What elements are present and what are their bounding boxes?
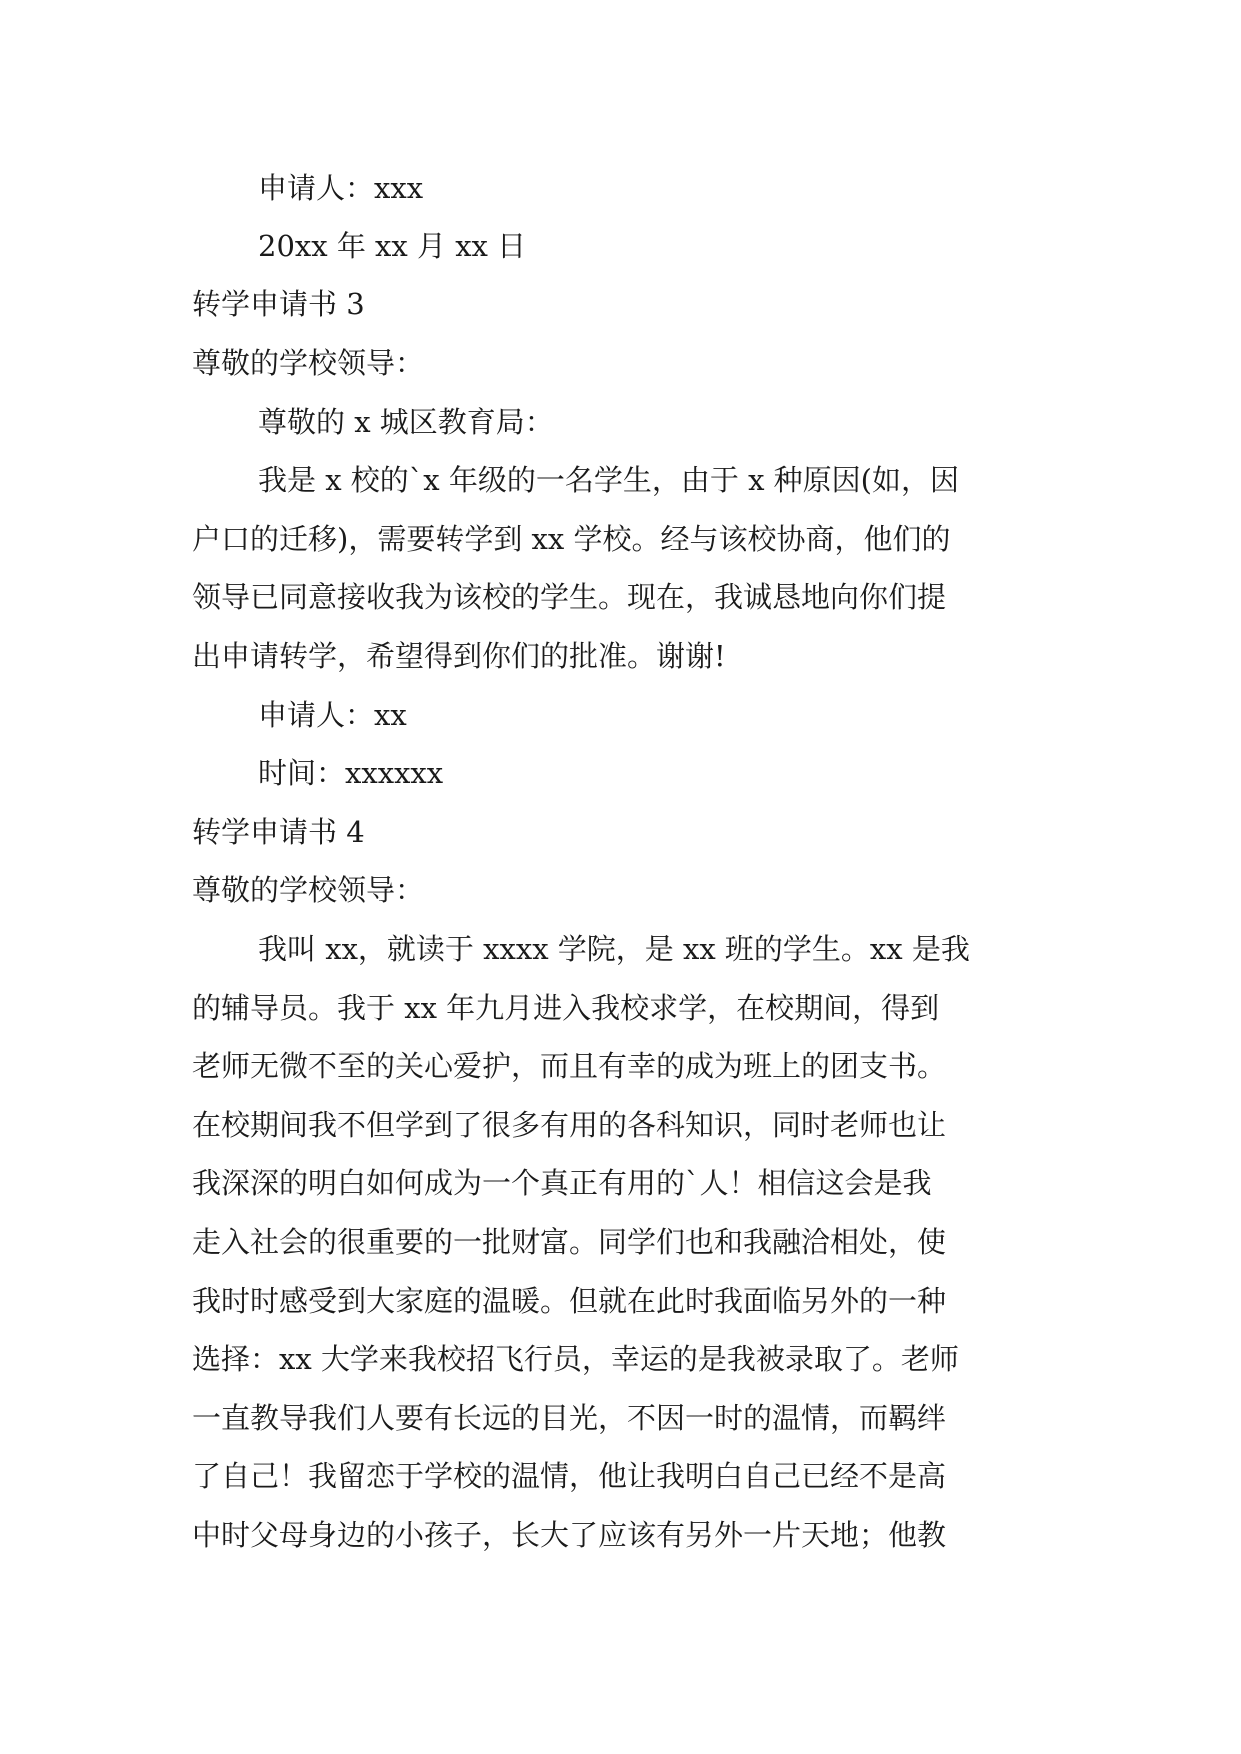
- body-line: 一直教导我们人要有长远的目光，不因一时的温情，而羁绊: [192, 1401, 947, 1435]
- section-title: 转学申请书 4: [192, 815, 365, 849]
- body-line: 了自己！我留恋于学校的温情，他让我明白自己已经不是高: [192, 1459, 947, 1493]
- salutation: 尊敬的学校领导：: [192, 346, 425, 380]
- body-line: 中时父母身边的小孩子，长大了应该有另外一片天地；他教: [192, 1518, 947, 1552]
- body-line: 我时时感受到大家庭的温暖。但就在此时我面临另外的一种: [192, 1284, 947, 1318]
- body-line: 在校期间我不但学到了很多有用的各科知识，同时老师也让: [192, 1108, 947, 1142]
- time-line: 时间：xxxxxx: [258, 756, 444, 790]
- body-line: 的辅导员。我于 xx 年九月进入我校求学，在校期间，得到: [192, 991, 940, 1025]
- body-line: 户口的迁移)，需要转学到 xx 学校。经与该校协商，他们的: [192, 522, 951, 556]
- section-title: 转学申请书 3: [192, 287, 365, 321]
- applicant-line: 申请人：xxx: [258, 171, 424, 205]
- body-line: 我深深的明白如何成为一个真正有用的`人！相信这会是我: [192, 1166, 932, 1200]
- recipient-line: 尊敬的 x 城区教育局：: [258, 405, 554, 439]
- salutation: 尊敬的学校领导：: [192, 873, 425, 907]
- body-line: 选择：xx 大学来我校招飞行员，幸运的是我被录取了。老师: [192, 1342, 959, 1376]
- body-line: 领导已同意接收我为该校的学生。现在，我诚恳地向你们提: [192, 580, 947, 614]
- date-line: 20xx 年 xx 月 xx 日: [258, 229, 527, 263]
- body-line: 走入社会的很重要的一批财富。同学们也和我融洽相处，使: [192, 1225, 947, 1259]
- body-line: 我叫 xx，就读于 xxxx 学院，是 xx 班的学生。xx 是我: [258, 932, 970, 966]
- body-line: 老师无微不至的关心爱护，而且有幸的成为班上的团支书。: [192, 1049, 947, 1083]
- body-line: 我是 x 校的`x 年级的一名学生，由于 x 种原因(如，因: [258, 463, 959, 497]
- applicant-line: 申请人：xx: [258, 698, 407, 732]
- body-line: 出申请转学，希望得到你们的批准。谢谢!: [192, 639, 726, 673]
